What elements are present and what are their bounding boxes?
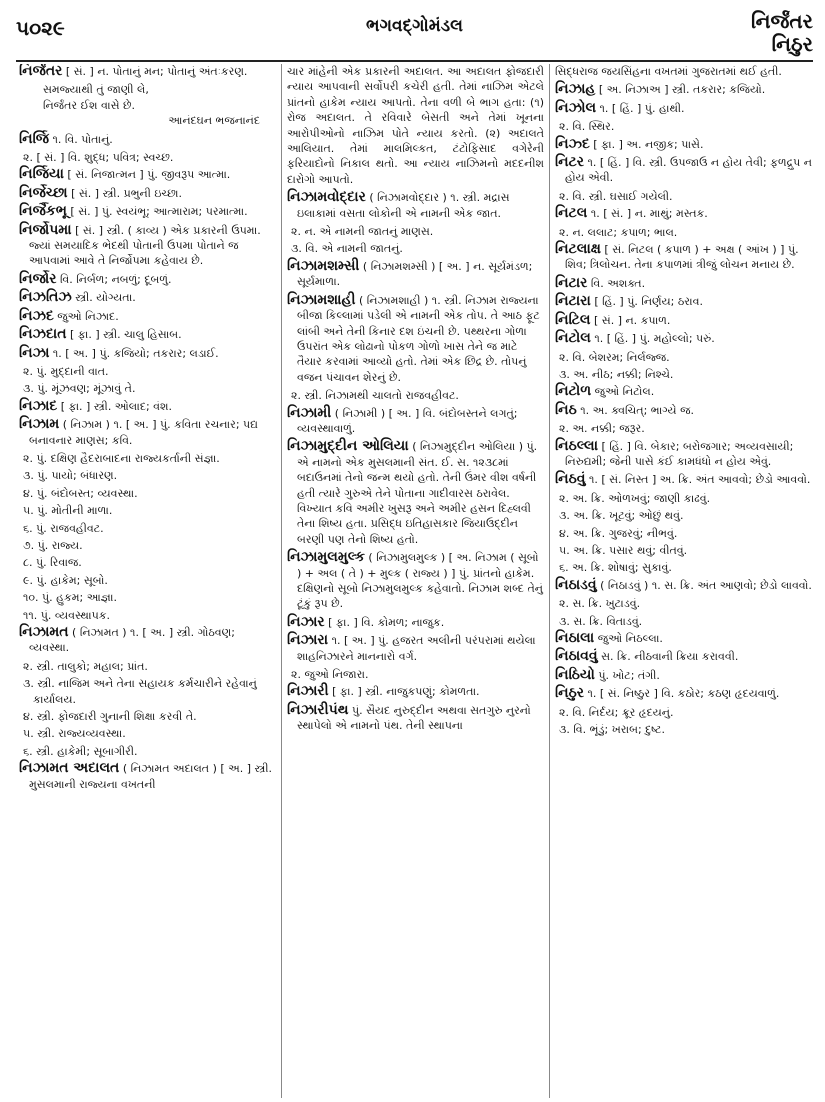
dictionary-entry: [19, 132, 276, 147]
definition: સ્ત્રી. યોગ્યતા.: [75, 291, 136, 305]
sense-line: ૫. પું. મોતીની માળા.: [23, 504, 113, 518]
dictionary-entry: [555, 384, 812, 399]
definition: સ. ક્રિ. નીઠવાની ક્રિયા કરાવવી.: [601, 650, 739, 664]
quotation-source: આનંદઘન ભજનાનંદ: [168, 114, 260, 128]
dictionary-entry: [19, 64, 276, 79]
sense-line: ૨. અ. ક્રિ. ઓળખવું; જાણી કાઢવું.: [559, 491, 711, 505]
definition: ૧. [ અ. ] પું. કજિયો; તકરાર; લડાઈ.: [52, 346, 219, 360]
dictionary-entry: [19, 204, 276, 219]
definition: [ ફા. ] સ્ત્રી. ચાલુ હિસાબ.: [70, 328, 182, 342]
definition: ૧. [ હિં. ] પું. હાથી.: [599, 101, 685, 115]
sense-line: ૧૧. પું. વ્યવસ્થાપક.: [23, 608, 110, 622]
sense-line: ૩. પું. મૂંઝવણ; મૂંઝાવું તે.: [23, 382, 136, 396]
definition: ( નિઝામી ) [ અ. ] વિ. બંદોબસ્તને લગતું; વ્યવસ્થાવાળું.: [297, 406, 518, 435]
headword: નિઠાલા: [555, 630, 595, 646]
headword: નિટલાક્ષ: [555, 241, 601, 258]
dictionary-entry: [287, 550, 544, 612]
headword: નિઝામવોદ્દાર: [287, 189, 366, 206]
sense-line: ૪. અ. ક્રિ. ગુજરવું; નીભવું.: [559, 526, 678, 540]
sense-line: ૩. વિ. એ નામની જાતનું.: [291, 242, 403, 256]
headword: નિઝા: [19, 344, 50, 361]
definition: [ સં. ] ન. પોતાનું મન; પોતાનું અંતઃકરણ.: [65, 65, 248, 78]
dictionary-entry: [19, 761, 276, 792]
definition: [ ફા. ] અ. નજીક; પાસે.: [593, 137, 704, 151]
dictionary-entry: [19, 290, 276, 305]
definition: ૧. [ હિં. ] વિ. સ્ત્રી. ઉપજાઉ ન હોય તેવી; ફળદ્રુપ ન હોય એવી.: [565, 156, 812, 185]
definition: [ સં. ] ન. કપાળ.: [594, 313, 671, 327]
sense-line: ૩. વિ. ભૂંડું; ખરાબ; દુષ્ટ.: [559, 723, 665, 737]
sense-line: ૩. પું. પાયો; બંધારણ.: [23, 469, 118, 483]
sense-line: ૩. અ. ક્રિ. ખૂટવું; ઓછું થવું.: [559, 509, 684, 523]
sense-line: ૨. વિ. સ્થિર.: [559, 120, 615, 134]
sense-line: ૪. પું. બંદોબસ્ત; વ્યવસ્થા.: [23, 486, 138, 500]
sense-line: ૨. જુઓ નિજારા.: [291, 668, 369, 682]
dictionary-columns: [14, 64, 817, 1098]
book-title: ભગવદ્ગોમંડલ: [366, 16, 463, 36]
headword: નિઝદાત: [19, 326, 67, 343]
sense-line: ૨. અ. નક્કી; જરૂર.: [559, 422, 645, 436]
headword: નિઝામત: [19, 624, 69, 640]
sense-line: ૨. ન. એ નામની જાતનું માણસ.: [291, 225, 434, 239]
dictionary-entry: [555, 82, 812, 97]
continued-text: સિદ્ધરાજ જયસિંહના વખતમાં ગુજરાતમાં થઈ હતી.: [555, 65, 782, 78]
sense-line: ૨. સ. ક્રિ. ખુટાડવું.: [559, 597, 641, 611]
headword: નિટિલ: [555, 311, 591, 328]
dictionary-entry: [555, 206, 812, 221]
dictionary-entry: [287, 293, 544, 385]
headword: નિઝામ: [19, 416, 60, 433]
headword: નિર્જિયા: [19, 166, 64, 183]
dictionary-entry: [555, 686, 812, 701]
sense-line: ૨. વિ. નિર્દય; ક્રૂર હૃદયનું.: [559, 705, 674, 719]
definition: પું. ખોટ; તંગી.: [598, 668, 660, 682]
headword: નિઝોલ: [555, 99, 597, 116]
dictionary-entry: [555, 242, 812, 273]
definition: જુઓ નિઝાદ.: [57, 309, 119, 323]
dictionary-entry: [19, 186, 276, 201]
quotation-line: સમજ્યાથી તું જાણી લે,: [43, 83, 149, 97]
dictionary-entry: [19, 272, 276, 287]
dictionary-entry: [555, 578, 812, 593]
definition: ( નિઝામશમ્સી ) [ અ. ] ન. સૂર્યમંડળ; સૂર્યમાળા.: [297, 259, 533, 289]
definition: [ સં. નિટલ ( કપાળ ) + અક્ષ ( આંખ ) ] પું. શિવ; ત્રિલોચન. તેના કપાળમાં ત્રીજું લોચન મનાય છે.: [565, 243, 799, 272]
dictionary-entry: [287, 615, 544, 630]
definition: ૧. [ સં. નિસ્ત ] અ. ક્રિ. અંત આવવો; છેડો આવવો.: [588, 473, 811, 487]
headword: નિર્જેચ્છા: [19, 184, 68, 201]
dictionary-entry: [287, 190, 544, 221]
guide-words: [751, 10, 813, 56]
definition: ( નિઝામશાહી ) ૧. સ્ત્રી. નિઝામ રાજ્યના બીજા કિલ્લામાં પડેલી એ નામની એક તોપ. તે આઠ ફૂટ લાંબી અને તેની કિનાર દશ ઇંચની છે. પથ્થરના ગોળા ઉપરાંત એક લોઢાનો પોકળ ગોળો ખાસ તેને જ માટે તૈયાર કરવામાં આવ્યો હતો. તેમાં એક છિદ્ર છે. તોપનું વજન પંચાવન શેરનું છે.: [297, 293, 540, 384]
headword: નિઠાવવું: [555, 648, 598, 665]
quotation: [19, 82, 276, 113]
dictionary-entry: [19, 346, 276, 361]
dictionary-entry: [19, 309, 276, 324]
sense-line: ૯. પું. હાકેમ; સૂબો.: [23, 573, 108, 587]
dictionary-entry: [555, 331, 812, 346]
definition: ( નિઝામત અદાલત ) [ અ. ] સ્ત્રી. મુસલમાની રાજ્યના વખતની: [29, 762, 273, 791]
definition: ૧. વિ. પોતાનું.: [52, 132, 113, 146]
quotation-line: નિર્જંતર ઈશ વાસે છે.: [43, 98, 135, 112]
sense-line: ૨. પું. મુદ્દાની વાત.: [23, 364, 109, 378]
sense-line: ૭. પું. રાજ્ય.: [23, 538, 83, 552]
dictionary-entry: [287, 633, 544, 664]
sense-line: ૩. સ્ત્રી. નાજિમ અને તેના સહાયક કર્મચારીને રહેવાનું કાર્યાલય.: [23, 677, 257, 706]
headword: નિટર: [555, 154, 584, 171]
headword: નિઝામુદ્દીન ઓલિયા: [287, 438, 409, 455]
headword: નિઠુર: [555, 685, 584, 702]
headword: નિઠ: [555, 401, 577, 418]
headword: નિર્જિ: [19, 130, 50, 147]
dictionary-entry: [287, 439, 544, 547]
headword: નિટોલ: [555, 330, 591, 347]
dictionary-entry: [19, 223, 276, 269]
sense-line: ૫. અ. ક્રિ. પસાર થવું; વીતવું.: [559, 543, 688, 557]
headword: નિઠવું: [555, 471, 586, 488]
dictionary-entry: [19, 625, 276, 656]
headword: નિઝારા: [287, 632, 329, 649]
headword: નિઝાહ: [555, 81, 596, 98]
definition: ( નિઠાડવું ) ૧. સ. ક્રિ. અંત આણવો; છેડો લાવવો.: [600, 578, 812, 592]
sense-line: ૩. અ. નીઠ; નક્કી; નિશ્ચે.: [559, 367, 674, 381]
sense-line: ૫. સ્ત્રી. રાજ્યવ્યવસ્થા.: [23, 727, 126, 741]
sense-line: ૪. સ્ત્રી. ફોજદારી ગુનાની શિક્ષા કરવી તે.: [23, 710, 197, 724]
dictionary-entry: [555, 403, 812, 418]
headword: નિઝામી: [287, 404, 332, 421]
column-2: [281, 64, 549, 1098]
column-3: [549, 64, 817, 1098]
sense-line: ૨. સ્ત્રી. નિઝામથી ચાલતો રાજવહીવટ.: [291, 389, 459, 403]
definition: ૧. [ અ. ] પું. હજરત અલીની પરંપરામાં થયેલા શાહનિઝારને માનનારો વર્ગ.: [297, 634, 536, 663]
definition: [ ફા. ] સ્ત્રી. નાજુકપણું; કોમળતા.: [332, 685, 480, 699]
definition: [ ફા. ] સ્ત્રી. ઓલાદ; વંશ.: [60, 399, 172, 413]
dictionary-entry: [287, 684, 544, 699]
definition: જુઓ નિટોલ.: [594, 385, 655, 399]
definition: પું. સૈયદ નુરુદ્દીન અથવા સતગુરુ નુરનો સ્થાપેલો એ નામનો પંથ. તેની સ્થાપના: [297, 703, 531, 733]
headword: નિર્જોર: [19, 270, 57, 287]
sense-line: ૨. સ્ત્રી. તાલુકો; મહાલ; પ્રાંત.: [23, 659, 148, 673]
page-number: ૫૦૨૯: [16, 16, 65, 40]
definition: ( નિઝામવોદ્દાર ) ૧. સ્ત્રી. મદ્રાસ ઇલાકામાં વસતા લોકોની એ નામની એક જાત.: [297, 191, 510, 220]
definition: [ સં. ] પું. સ્વયંભૂ; આત્મારામ; પરમાત્મા.: [70, 205, 248, 219]
headword: નિઝામશાહી: [287, 291, 356, 308]
headword: નિઝામશમ્સી: [287, 257, 360, 274]
dictionary-entry: [19, 167, 276, 182]
definition: જુઓ નિઠલ્લા.: [597, 632, 663, 645]
definition: ૧. અ. ક્વચિત્; ભાગ્યે જ.: [580, 403, 694, 417]
definition: [ ફા. ] વિ. કોમળ; નાજુક.: [328, 615, 445, 629]
headword: નિઠાડવું: [555, 576, 597, 593]
dictionary-entry: [555, 155, 812, 186]
dictionary-entry: [19, 399, 276, 414]
dictionary-entry: [555, 649, 812, 664]
headword: નિઝામત અદાલત: [19, 760, 120, 777]
column-1: [14, 64, 281, 1098]
dictionary-entry: [19, 417, 276, 448]
headword: નિઠલ્લા: [555, 437, 599, 454]
definition: ( નિઝામત ) ૧. [ અ. ] સ્ત્રી. ગોઠવણ; વ્યવસ્થા.: [29, 626, 235, 655]
dictionary-entry: [287, 406, 544, 437]
headword: નિઝ્દ: [555, 135, 590, 152]
headword: નિર્જંતર: [19, 64, 63, 79]
definition: ૧. [ હિં. ] પું. મહોલ્લો; પરું.: [594, 332, 715, 346]
definition: [ અ. નિઝાઅ ] સ્ત્રી. તકરાર; કજિયો.: [598, 83, 766, 97]
guide-word-first: નિર્જંતર: [751, 9, 813, 33]
headword: નિટોળ: [555, 383, 592, 400]
sense-line: ૬. સ્ત્રી. હાકેમી; સૂબાગીરી.: [23, 744, 138, 758]
dictionary-entry: [555, 668, 812, 683]
headword: નિટારા: [555, 293, 591, 310]
sense-line: ૨. વિ. બેશરમ; નિર્લજ્જ.: [559, 350, 670, 364]
sense-line: ૮. પું. રિવાજ.: [23, 556, 82, 570]
headword: નિઝારીપંથ: [287, 701, 349, 718]
definition: [ સં. ] સ્ત્રી. ( કાવ્ય ) એક પ્રકારની ઉપમા. જ્યાં સમયાદિક ભેદથી પોતાની ઉપમા પોતાને જ આપવામાં આવે તે નિર્જોપમા કહેવાય છે.: [29, 223, 261, 268]
definition: [ સં. નિજાત્મન ] પું. જીવરૂપ આત્મા.: [67, 168, 231, 182]
definition: ( નિઝામ ) ૧. [ અ. ] પું. કવિતા રચનાર; પદ્ય બનાવનાર માણસ; કવિ.: [29, 418, 258, 447]
dictionary-entry: [287, 259, 544, 290]
dictionary-entry: [555, 472, 812, 487]
sense-line: ૨. [ સં. ] વિ. શુદ્ધ; પવિત્ર; સ્વચ્છ.: [23, 151, 174, 165]
dictionary-entry: [555, 137, 812, 152]
headword: નિઠિયો: [555, 666, 595, 683]
headword: નિઝારી: [287, 683, 329, 700]
sense-line: ૬. અ. ક્રિ. શોષાવું; સુકાવું.: [559, 561, 672, 575]
headword: નિટલ: [555, 205, 588, 222]
dictionary-entry: [19, 327, 276, 342]
headword: નિઝતિઝ: [19, 289, 72, 306]
headword: નિર્જોપમા: [19, 221, 72, 238]
definition: [ હિં. ] વિ. બેકાર; બરોજગાર; અવ્યવસાયી; નિરુદ્યમી; જેની પાસે કંઈ કામધંધો ન હોય એવું.: [565, 439, 794, 468]
definition: [ હિં. ] પું. નિર્ણય; ઠરાવ.: [594, 295, 703, 309]
definition: વિ. અશક્ત.: [590, 276, 646, 290]
headword: નિર્જૈકભૂ: [19, 203, 67, 220]
headword: નિઝામુલમુલ્ક: [287, 549, 365, 566]
sense-line: ૨. ન. લલાટ; કપાળ; ભાલ.: [559, 225, 678, 239]
headword: નિટાર: [555, 274, 588, 291]
dictionary-entry: [555, 294, 812, 309]
definition: [ સં. ] સ્ત્રી. પ્રભુની ઇચ્છા.: [71, 186, 183, 200]
headword: નિઝાર: [287, 613, 325, 630]
sense-line: ૬. પું. રાજવહીવટ.: [23, 521, 104, 535]
continued-text: ચાર માંહેની એક પ્રકારની અદાલત. આ અદાલત ફોજદારી ન્યાય આપવાની સર્વોપરી કચેરી હતી. તેમાં નાઝિમ એટલે પ્રાંતનો હાકેમ ન્યાય આપતો. તેના વળી બે ભાગ હતા: (૧) રોજ અદાલત. તે રવિવારે બેસતી અને તેમાં ખૂનના આરોપીઓનો નાઝિમ પોતે ન્યાય કરતો. (૨) અદાલતે આલિયાત. તેમાં માલમિલ્કત, ટંટોફિસાદ વગેરેની ફરિયાદોનો નિકાલ થતો. આ ન્યાય નાઝિમનો મદદનીશ દારોગો આપતો.: [287, 65, 544, 186]
dictionary-entry: [555, 101, 812, 116]
headword: નિઝાદ: [19, 397, 58, 414]
dictionary-entry: [287, 703, 544, 734]
definition: ૧. [ સં. ] ન. માથું; મસ્તક.: [590, 207, 708, 221]
sense-line: ૨. વિ. સ્ત્રી. ઘસાઈ ગયેલી.: [559, 189, 673, 203]
dictionary-entry: [555, 631, 812, 646]
definition: વિ. નિર્બળ; નબળું; દૂબળું.: [59, 272, 172, 286]
definition: ( નિઝામુદ્દીન ઓલિયા ) પું. એ નામનો એક મુસલમાની સંત. ઈ. સ. ૧૨૩૮માં બદાઉનમાં તેનો જન્મ થયો હતો. તેની ઉંમર વીશ વર્ષની હતી ત્યારે ગુરુએ તેને પોતાના ગાદીવારસ ઠરાવેલ. વિખ્યાત કવિ અમીર ખુસરૂ અને અમીર હસન દિહ્લવી તેના શિષ્ય હતા. પ્રસિદ્ધ ઇતિહાસકાર જિયાઉદ્દીન બરણી પણ તેનો શિષ્ય હતો.: [297, 440, 538, 546]
sense-line: ૩. સ. ક્રિ. વિતાડવું.: [559, 614, 643, 628]
dictionary-entry: [555, 313, 812, 328]
sense-line: ૧૦. પું. હુકમ; આજ્ઞા.: [23, 591, 117, 605]
dictionary-entry: [555, 276, 812, 291]
dictionary-entry: [555, 439, 812, 470]
headword: નિઝદ: [19, 307, 54, 324]
guide-word-last: નિઠુર: [771, 32, 813, 56]
page-header: [16, 8, 813, 62]
sense-line: ૨. પું. દક્ષિણ હૈદરાબાદના રાજ્યકર્તાની સંજ્ઞા.: [23, 451, 220, 465]
definition: ૧. [ સં. નિષ્ઠુર ] વિ. કઠોર; કઠણ હૃદયવાળું.: [587, 687, 780, 701]
definition: ( નિઝામુલમુલ્ક ) [ અ. નિઝામ ( સૂબો ) + અલ ( તે ) + મુલ્ક ( રાજ્ય ) ] પું. પ્રાંતનો હાકેમ. દક્ષિણનો સૂબો નિઝામુલમુલ્ક કહેવાતો. નિઝામ શબ્દ તેનું ટૂંકું રૂપ છે.: [297, 551, 543, 611]
